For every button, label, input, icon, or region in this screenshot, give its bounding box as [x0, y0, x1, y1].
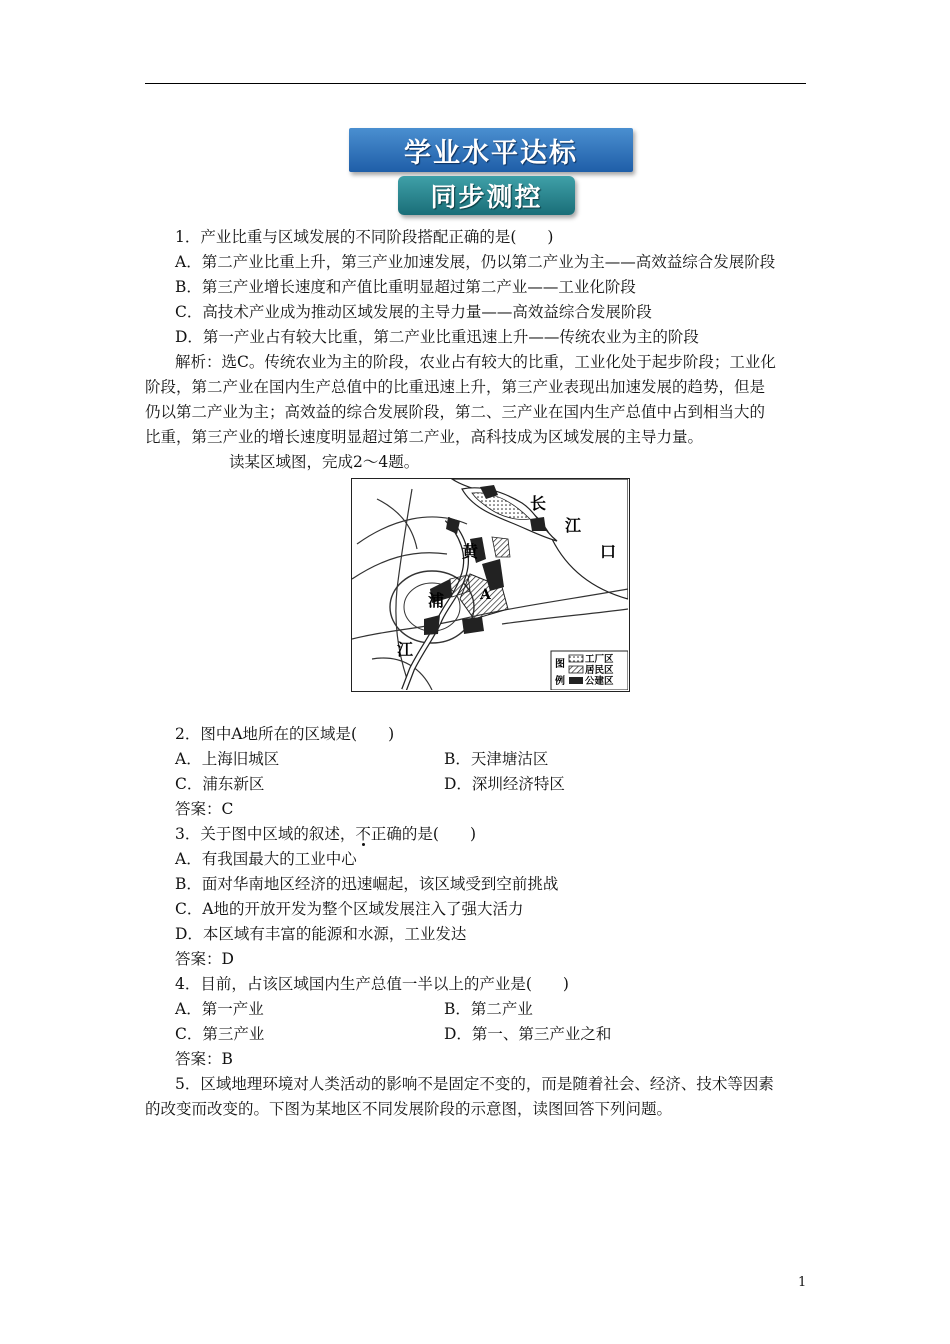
q3-stem-before: 3．关于图中区域的叙述， [175, 825, 356, 843]
residential-zone [492, 537, 510, 557]
legend-title-top: 图 [555, 659, 565, 670]
page-number: 1 [798, 1275, 807, 1290]
q1-option-b: B．第三产业增长速度和产值比重明显超过第二产业——工业化阶段 [175, 278, 636, 296]
road [377, 499, 417, 549]
legend-swatch-factory [569, 655, 583, 662]
q2-answer: 答案：C [175, 800, 234, 818]
industrial-zone [530, 517, 546, 531]
q3-option-a: A．有我国最大的工业中心 [175, 850, 357, 868]
map-label-huang: 黄 [462, 542, 479, 561]
map-label-jiang: 江 [565, 516, 582, 535]
map-label-chang: 长 [530, 494, 547, 513]
q2-stem: 2．图中A地所在的区域是( ) [175, 725, 395, 743]
q4-option-b: B．第二产业 [444, 1000, 533, 1018]
region-map [351, 478, 630, 692]
q3-option-c: C．A地的开放开发为整个区域发展注入了强大活力 [175, 900, 524, 918]
section-banner-subtitle: 同步测控 [398, 176, 575, 215]
q1-stem: 1．产业比重与区域发展的不同阶段搭配正确的是( ) [175, 228, 554, 246]
q1-analysis-line-2: 阶段，第二产业在国内生产总值中的比重迅速上升，第三产业表现出加速发展的趋势，但是 [145, 378, 766, 396]
q2-option-c: C．浦东新区 [175, 775, 265, 793]
legend-item-factory: 工厂区 [585, 654, 614, 665]
q1-analysis-line-1: 解析：选C。传统农业为主的阶段，农业占有较大的比重，工业化处于起步阶段；工业化 [175, 353, 776, 371]
map-label-a: A [480, 587, 491, 603]
q2-option-a: A．上海旧城区 [175, 750, 280, 768]
region-map-drawing [352, 479, 628, 690]
header-rule [145, 83, 806, 84]
q4-option-c: C．第三产业 [175, 1025, 265, 1043]
q4-stem: 4．目前，占该区域国内生产总值一半以上的产业是( ) [175, 975, 569, 993]
legend-swatch-residential [569, 666, 583, 673]
q3-stem-emphasis: 不 [355, 825, 371, 843]
q2-option-d: D．深圳经济特区 [444, 775, 565, 793]
q5-line-1: 5．区域地理环境对人类活动的影响不是固定不变的，而是随着社会、经济、技术等因素 [175, 1075, 774, 1093]
q1-option-a: A．第二产业比重上升，第三产业加速发展，仍以第二产业为主——高效益综合发展阶段 [175, 253, 776, 271]
road [502, 609, 628, 624]
legend-swatch-public [569, 677, 583, 684]
q3-stem-after: 正确的是( ) [370, 825, 476, 843]
intro-2-4: 读某区域图，完成2～4题。 [229, 453, 420, 471]
q5-line-2: 的改变而改变的。下图为某地区不同发展阶段的示意图，读图回答下列问题。 [145, 1100, 673, 1118]
q3-stem [175, 822, 476, 847]
q2-option-b: B．天津塘沽区 [444, 750, 549, 768]
section-banner-title: 学业水平达标 [349, 128, 633, 172]
q3-option-b: B．面对华南地区经济的迅速崛起，该区域受到空前挑战 [175, 875, 559, 893]
industrial-zone [462, 617, 484, 634]
industrial-zone [424, 615, 440, 635]
q1-analysis-line-4: 比重，第三产业的增长速度明显超过第二产业，高科技成为区域发展的主导力量。 [145, 428, 704, 446]
map-label-pu: 浦 [428, 591, 445, 610]
q1-option-d: D．第一产业占有较大比重，第二产业比重迅速上升——传统农业为主的阶段 [175, 328, 699, 346]
map-label-kou: 口 [600, 542, 617, 561]
q4-answer: 答案：B [175, 1050, 233, 1068]
q4-option-d: D．第一、第三产业之和 [444, 1025, 612, 1043]
q4-option-a: A．第一产业 [175, 1000, 264, 1018]
q1-analysis-line-3: 仍以第二产业为主；高效益的综合发展阶段，第二、三产业在国内生产总值中占到相当大的 [145, 403, 766, 421]
map-label-jiang-bottom: 江 [397, 640, 414, 659]
q3-answer: 答案：D [175, 950, 234, 968]
q3-option-d: D．本区域有丰富的能源和水源，工业发达 [175, 925, 467, 943]
q1-option-c: C．高技术产业成为推动区域发展的主导力量——高效益综合发展阶段 [175, 303, 652, 321]
legend-title-bottom: 例 [555, 676, 565, 687]
legend-item-residential: 居民区 [585, 665, 614, 676]
legend-item-public: 公建区 [585, 676, 614, 687]
